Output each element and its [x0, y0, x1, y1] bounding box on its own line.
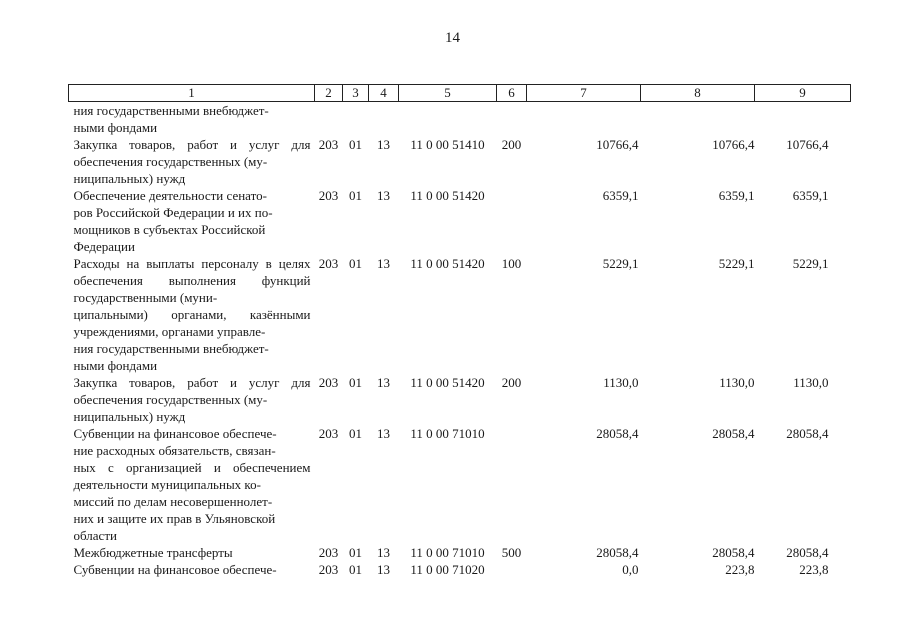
table-row	[69, 425, 851, 544]
table-row	[69, 102, 851, 137]
header-cell-9: 9	[755, 85, 851, 102]
header-cell-3: 3	[343, 85, 369, 102]
row-cell-8: 28058,4	[712, 545, 755, 560]
header-cell-8: 8	[641, 85, 755, 102]
row-cell-3: 01	[349, 562, 362, 577]
row-cell-5: 11 0 00 51410	[410, 137, 485, 152]
row-cell-3: 01	[349, 426, 362, 441]
table-row	[69, 374, 851, 425]
row-cell-8	[641, 102, 755, 137]
row-name-cell: Субвенции на финансовое обеспече-	[73, 562, 277, 577]
row-name-cell: Расходы на выплаты персоналу в целях обеспечения выполнения функций государственными (муни- ципальными) органами, казёнными учреждениями, органами управле- ния государственными внебюджет- ными фондами	[73, 256, 311, 373]
budget-table	[68, 84, 851, 578]
row-cell-6: 200	[501, 137, 522, 152]
header-cell-2: 2	[315, 85, 343, 102]
row-cell-6	[497, 102, 527, 137]
row-cell-7: 28058,4	[596, 545, 639, 560]
row-cell-5: 11 0 00 71020	[410, 562, 485, 577]
row-name-cell: Субвенции на финансовое обеспече- ние расходных обязательств, связан- ных с организацией и обеспечением деятельности муниципальных ко- миссий по делам несовершеннолет- них и защите их прав в Ульяновской области	[73, 426, 311, 543]
row-cell-7: 1130,0	[603, 375, 639, 390]
row-cell-5: 11 0 00 71010	[410, 426, 485, 441]
row-cell-8: 1130,0	[719, 375, 755, 390]
row-cell-4	[369, 102, 399, 137]
table-row	[69, 187, 851, 255]
row-cell-3: 01	[349, 137, 362, 152]
row-cell-6	[497, 561, 527, 578]
table-row	[69, 544, 851, 561]
row-name-cell: Межбюджетные трансферты	[73, 545, 233, 560]
row-cell-4: 13	[377, 256, 390, 271]
row-cell-9: 28058,4	[786, 545, 829, 560]
header-row	[69, 85, 851, 102]
row-cell-6: 200	[501, 375, 522, 390]
row-cell-7: 28058,4	[596, 426, 639, 441]
row-cell-9: 5229,1	[792, 256, 829, 271]
row-cell-5: 11 0 00 71010	[410, 545, 485, 560]
row-cell-5: 11 0 00 51420	[410, 375, 485, 390]
row-cell-4: 13	[377, 137, 390, 152]
row-name-cell: ния государственными внебюджет- ными фондами	[73, 103, 269, 135]
row-cell-4: 13	[377, 375, 390, 390]
row-cell-3: 01	[349, 545, 362, 560]
header-cell-5: 5	[399, 85, 497, 102]
row-cell-6: 500	[501, 545, 522, 560]
row-cell-4: 13	[377, 188, 390, 203]
row-cell-2: 203	[318, 426, 339, 441]
row-cell-2: 203	[318, 256, 339, 271]
row-cell-9: 1130,0	[793, 375, 829, 390]
row-cell-6: 100	[501, 256, 522, 271]
row-cell-9: 6359,1	[792, 188, 829, 203]
row-name-cell: Закупка товаров, работ и услуг для обеспечения государственных (му- ниципальных) нужд	[73, 375, 311, 424]
row-cell-7: 5229,1	[602, 256, 639, 271]
row-cell-9: 223,8	[799, 562, 829, 577]
row-cell-8: 10766,4	[712, 137, 755, 152]
row-cell-7: 10766,4	[596, 137, 639, 152]
row-cell-4: 13	[377, 426, 390, 441]
header-cell-1: 1	[69, 85, 315, 102]
row-cell-3: 01	[349, 256, 362, 271]
row-cell-4: 13	[377, 545, 390, 560]
row-cell-5: 11 0 00 51420	[410, 188, 485, 203]
header-cell-7: 7	[527, 85, 641, 102]
page-number: 14	[445, 30, 460, 46]
table-row	[69, 255, 851, 374]
row-name-cell: Закупка товаров, работ и услуг для обеспечения государственных (му- ниципальных) нужд	[73, 137, 311, 186]
row-cell-7: 6359,1	[602, 188, 639, 203]
row-cell-3	[343, 102, 369, 137]
row-cell-2: 203	[318, 375, 339, 390]
row-cell-9	[755, 102, 851, 137]
row-cell-9: 10766,4	[786, 137, 829, 152]
table-row	[69, 136, 851, 187]
row-cell-8: 6359,1	[718, 188, 755, 203]
row-cell-6	[497, 187, 527, 255]
row-cell-9: 28058,4	[786, 426, 829, 441]
row-cell-3: 01	[349, 188, 362, 203]
row-cell-3: 01	[349, 375, 362, 390]
row-name-cell: Обеспечение деятельности сенато- ров Российской Федерации и их по- мощников в субъектах Российской Федерации	[73, 188, 273, 254]
table-body	[69, 102, 851, 579]
row-cell-2: 203	[318, 545, 339, 560]
table-header	[69, 85, 851, 102]
row-cell-2: 203	[318, 188, 339, 203]
row-cell-4: 13	[377, 562, 390, 577]
table-row	[69, 561, 851, 578]
row-cell-7: 0,0	[622, 562, 639, 577]
row-cell-7	[527, 102, 641, 137]
row-cell-8: 5229,1	[718, 256, 755, 271]
header-cell-6: 6	[497, 85, 527, 102]
row-cell-8: 28058,4	[712, 426, 755, 441]
row-cell-2	[315, 102, 343, 137]
row-cell-2: 203	[318, 137, 339, 152]
row-cell-8: 223,8	[725, 562, 755, 577]
row-cell-6	[497, 425, 527, 544]
row-cell-5	[399, 102, 497, 137]
row-cell-2: 203	[318, 562, 339, 577]
row-cell-5: 11 0 00 51420	[410, 256, 485, 271]
header-cell-4: 4	[369, 85, 399, 102]
